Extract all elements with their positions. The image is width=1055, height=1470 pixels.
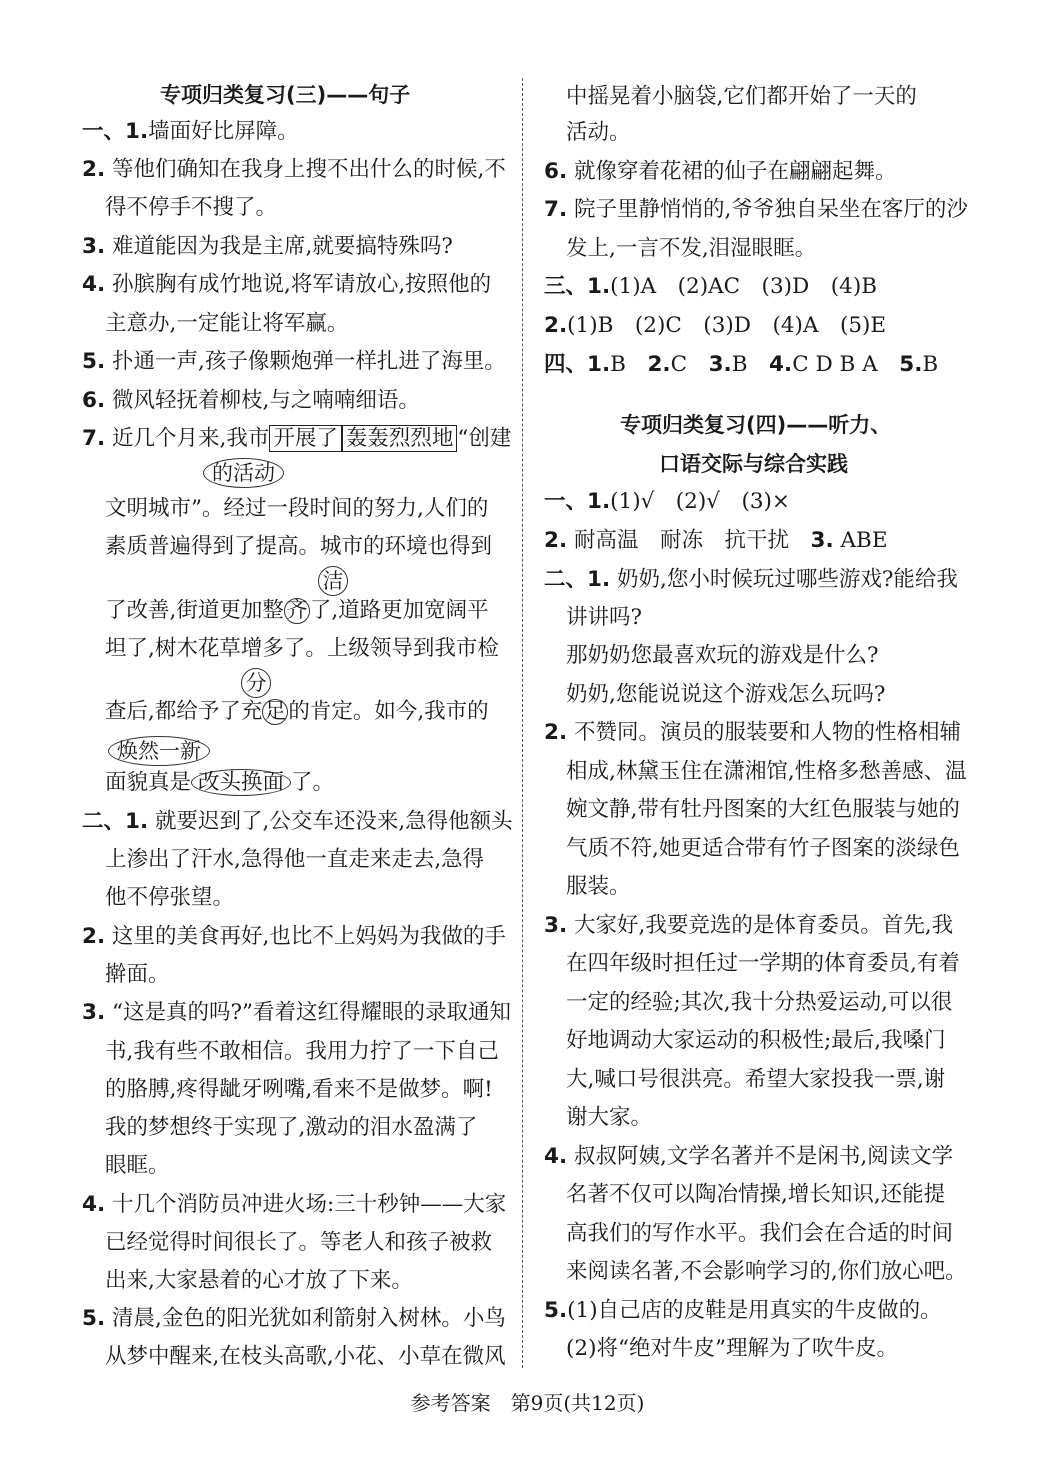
section-title-4: 专项归类复习(四)——听力、 (620, 413, 892, 437)
answer-p2-1: 二、1. 奶奶,您小时候玩过哪些游戏?能给我 (544, 567, 958, 592)
insertion-mark-de-huodong: 的活动 (203, 458, 284, 488)
answer-2-4-l2: 已经觉得时间很长了。等老人和孩子被救 (105, 1230, 493, 1255)
answer-2-4: 4. 十几个消防员冲进火场:三十秒钟——大家 (82, 1192, 507, 1217)
answer-2-7: 7. 院子里静悄悄的,爷爷独自呆坐在客厅的沙 (544, 197, 968, 222)
answer-p2-2-l3: 婉文静,带有牡丹图案的大红色服装与她的 (566, 797, 960, 822)
answer-1-1: 一、1.墙面好比屏障。 (82, 119, 299, 144)
answer-1-2-cont: 得不停手不搜了。 (105, 195, 278, 220)
section-title-3: 专项归类复习(三)——句子 (160, 83, 411, 107)
answer-2-3-l2: 书,我有些不敢相信。我用力拧了一下自己 (105, 1039, 499, 1064)
answer-2-3-l5: 眼眶。 (105, 1153, 170, 1178)
correction-mark-jie: 洁 (318, 566, 348, 596)
answer-1-7-l4: 了改善,街道更加整 齐 了,道路更加宽阔平 (105, 598, 489, 623)
answer-1-2: 2. 等他们确知在我身上搜不出什么的时候,不 (82, 157, 506, 182)
circled-phrase-gaitouhuanmian: 改头换面 (191, 769, 291, 796)
column-divider (522, 78, 523, 1368)
correction-mark-huanranyixin: 焕然一新 (108, 736, 210, 766)
answer-1-6: 6. 微风轻抚着柳枝,与之喃喃细语。 (82, 388, 420, 413)
answer-p2-3-l6: 谢大家。 (566, 1105, 653, 1130)
answer-3-1: 三、1.(1)A (2)AC (3)D (4)B (544, 274, 878, 299)
answer-2-1: 二、1. 就要迟到了,公交车还没来,急得他额头 (82, 809, 513, 834)
answer-3-2: 2.(1)B (2)C (3)D (4)A (5)E (544, 313, 887, 338)
answer-p2-2-l4: 气质不符,她更适合带有竹子图案的淡绿色 (566, 836, 960, 861)
boxed-word-kaizhanle: 开展了 (269, 425, 342, 452)
answer-p2-4-l4: 来阅读名著,不会影响学习的,你们放心吧。 (566, 1259, 967, 1284)
answer-p2-1-l4: 奶奶,您能说说这个游戏怎么玩吗? (566, 682, 886, 707)
answer-p2-3: 3. 大家好,我要竞选的是体育委员。首先,我 (544, 913, 954, 938)
answer-p1-1: 一、1.(1)√ (2)√ (3)× (544, 489, 790, 514)
answer-p1-2: 2. 耐高温 耐冻 抗干扰 3. ABE (544, 528, 888, 553)
answer-p2-4-l3: 高我们的写作水平。我们会在合适的时间 (566, 1221, 954, 1246)
answer-2-3-l4: 我的梦想终于实现了,激动的泪水盈满了 (105, 1115, 478, 1140)
page-footer: 参考答案 第9页(共12页) (410, 1391, 645, 1415)
answer-1-7: 7. 近几个月来,我市 开展了 轰轰烈烈地 “创建 (82, 426, 512, 451)
answer-p2-1-l2: 讲讲吗? (566, 605, 643, 630)
answer-2-1-l3: 他不停张望。 (105, 885, 235, 910)
answer-p2-1-l3: 那奶奶您最喜欢玩的游戏是什么? (566, 643, 879, 668)
answer-1-5: 5. 扑通一声,孩子像颗炮弹一样扎进了海里。 (82, 349, 506, 374)
answer-2-3-l3: 的胳膊,疼得龇牙咧嘴,看来不是做梦。啊! (105, 1077, 493, 1102)
answer-2-5: 5. 清晨,金色的阳光犹如利箭射入树林。小鸟 (82, 1306, 506, 1331)
answer-p2-3-l2: 在四年级时担任过一学期的体育委员,有着 (566, 951, 960, 976)
answer-2-3: 3. “这是真的吗?”看着这红得耀眼的录取通知 (82, 1000, 511, 1025)
answer-p2-4: 4. 叔叔阿姨,文学名著并不是闲书,阅读文学 (544, 1144, 954, 1169)
answer-2-5-l3: 中摇晃着小脑袋,它们都开始了一天的 (566, 84, 917, 109)
circled-char-zu: 足 (262, 699, 288, 725)
answer-2-7-l2: 发上,一言不发,泪湿眼眶。 (566, 236, 817, 261)
answer-p2-5-l2: (2)将“绝对牛皮”理解为了吹牛皮。 (566, 1336, 898, 1361)
answer-2-6: 6. 就像穿着花裙的仙子在翩翩起舞。 (544, 159, 897, 184)
answer-p2-3-l5: 大,喊口号很洪亮。希望大家投我一票,谢 (566, 1067, 946, 1092)
answer-p2-2-l2: 相成,林黛玉住在潇湘馆,性格多愁善感、温 (566, 759, 967, 784)
answer-p2-3-l3: 一定的经验;其次,我十分热爱运动,可以很 (566, 990, 953, 1015)
circled-char-qi: 齐 (284, 598, 310, 624)
answer-1-7-l6: 查后,都给予了充 足 的肯定。如今,我市的 (105, 699, 489, 724)
boxed-word-honghonglielie: 轰轰烈烈地 (342, 425, 458, 452)
answer-1-7-l7: 面貌真是 改头换面 了。 (105, 770, 335, 795)
answer-1-3: 3. 难道能因为我是主席,就要搞特殊吗? (82, 234, 453, 259)
answer-2-1-l2: 上渗出了汗水,急得他一直走来走去,急得 (105, 847, 485, 872)
correction-mark-fen: 分 (241, 668, 271, 698)
answer-1-7-l5: 坦了,树木花草增多了。上级领导到我市检 (105, 636, 499, 661)
answer-1-7-l3: 素质普遍得到了提高。城市的环境也得到 (105, 534, 493, 559)
answer-2-4-l3: 出来,大家悬着的心才放了下来。 (105, 1268, 413, 1293)
answer-2-2-l2: 擀面。 (105, 962, 170, 987)
answer-2-5-l4: 活动。 (566, 120, 631, 145)
answer-p2-4-l2: 名著不仅可以陶冶情操,增长知识,还能提 (566, 1182, 946, 1207)
answer-p2-5: 5.(1)自己店的皮鞋是用真实的牛皮做的。 (544, 1298, 942, 1323)
answer-1-7-l2: 文明城市”。经过一段时间的努力,人们的 (105, 496, 489, 521)
answer-1-4: 4. 孙膑胸有成竹地说,将军请放心,按照他的 (82, 272, 492, 297)
answer-4: 四、1.B 2.C 3.B 4.C D B A 5.B (544, 352, 939, 377)
section-title-4-cont: 口语交际与综合实践 (659, 452, 848, 476)
answer-2-2: 2. 这里的美食再好,也比不上妈妈为我做的手 (82, 924, 506, 949)
answer-p2-2: 2. 不赞同。演员的服装要和人物的性格相辅 (544, 720, 961, 745)
answer-2-5-l2: 从梦中醒来,在枝头高歌,小花、小草在微风 (105, 1344, 506, 1369)
answer-p2-2-l5: 服装。 (566, 874, 631, 899)
answer-1-4-cont: 主意办,一定能让将军赢。 (105, 311, 349, 336)
answer-p2-3-l4: 好地调动大家运动的积极性;最后,我嗓门 (566, 1028, 946, 1053)
